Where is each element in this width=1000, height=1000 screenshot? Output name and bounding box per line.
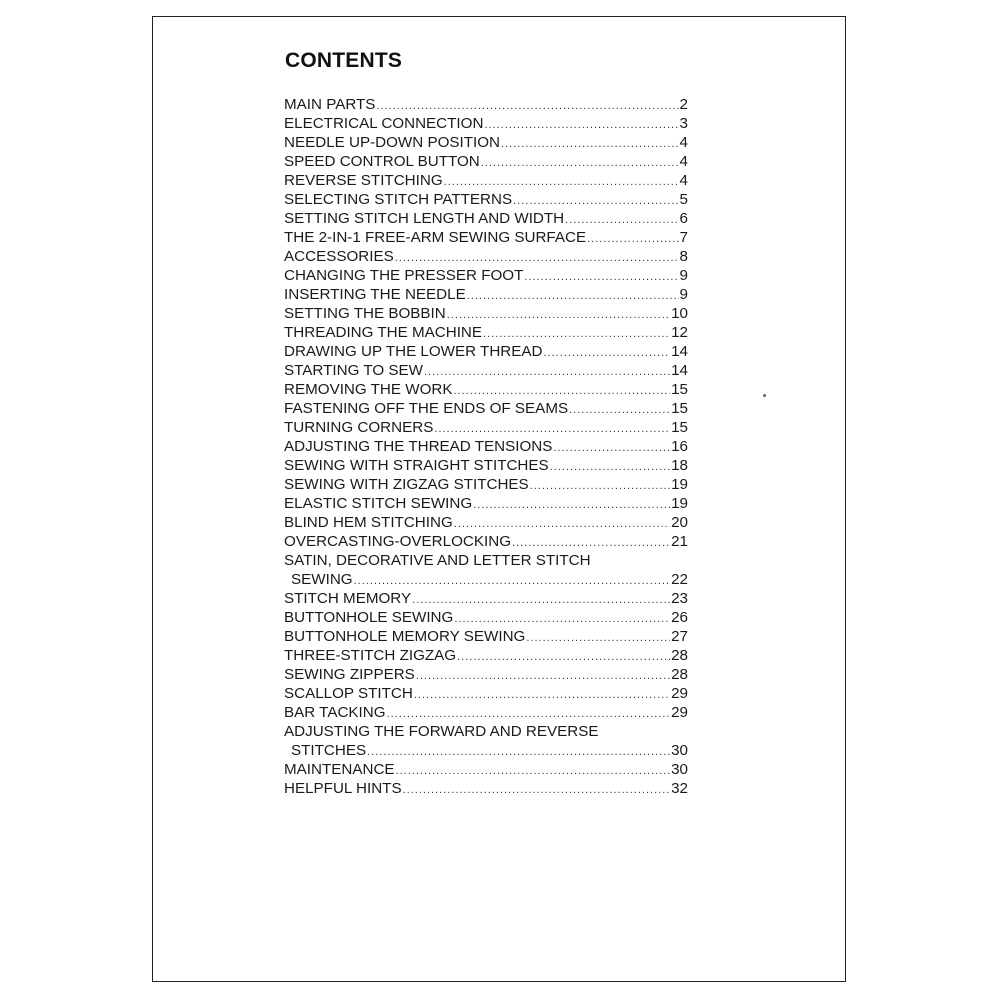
toc-entry <box>284 475 688 494</box>
toc-entry-label: THREADING THE MACHINE <box>284 324 483 341</box>
toc-entry <box>284 304 688 323</box>
dot-leader <box>454 610 670 627</box>
toc-entry <box>284 589 688 608</box>
toc-entry <box>284 380 688 399</box>
dot-leader <box>481 154 679 171</box>
toc-entry <box>284 342 688 361</box>
toc-page-number: 19 <box>671 476 688 493</box>
toc-entry-label: ADJUSTING THE THREAD TENSIONS <box>284 438 553 455</box>
toc-entry <box>284 722 688 741</box>
toc-entry-label: THREE-STITCH ZIGZAG <box>284 647 457 664</box>
dot-leader <box>416 667 670 684</box>
dot-leader <box>424 363 670 380</box>
toc-page-number: 28 <box>671 666 688 683</box>
toc-entry-label: ELECTRICAL CONNECTION <box>284 115 484 132</box>
dot-leader <box>544 344 671 361</box>
dot-leader <box>376 97 678 114</box>
toc-entry-label: STITCH MEMORY <box>284 590 412 607</box>
toc-entry-label: ACCESSORIES <box>284 248 394 265</box>
toc-page-number: 15 <box>671 400 688 417</box>
dot-leader <box>483 325 670 342</box>
toc-entry <box>284 399 688 418</box>
toc-page-number: 4 <box>679 153 688 170</box>
dot-leader <box>354 572 670 589</box>
toc-page-number: 21 <box>671 533 688 550</box>
toc-entry-label: CHANGING THE PRESSER FOOT <box>284 267 524 284</box>
toc-entry-label: INSERTING THE NEEDLE <box>284 286 466 303</box>
dot-leader <box>526 629 670 646</box>
toc-entry-label: SETTING STITCH LENGTH AND WIDTH <box>284 210 565 227</box>
toc-entry <box>284 779 688 798</box>
toc-entry-label: ADJUSTING THE FORWARD AND REVERSE <box>284 723 599 740</box>
toc-page-number: 4 <box>679 172 688 189</box>
dot-leader <box>553 439 670 456</box>
toc-entry <box>284 361 688 380</box>
toc-entry-label: BAR TACKING <box>284 704 386 721</box>
toc-page-number: 20 <box>671 514 688 531</box>
toc-page-number: 6 <box>679 210 688 227</box>
toc-entry <box>284 608 688 627</box>
toc-entry-label: FASTENING OFF THE ENDS OF SEAMS <box>284 400 569 417</box>
toc-entry-label: BLIND HEM STITCHING <box>284 514 453 531</box>
toc-entry-label: THE 2-IN-1 FREE-ARM SEWING SURFACE <box>284 229 587 246</box>
toc-entry <box>284 646 688 665</box>
toc-entry-label: SPEED CONTROL BUTTON <box>284 153 480 170</box>
toc-entry-label: ELASTIC STITCH SEWING <box>284 495 473 512</box>
dot-leader <box>501 135 679 152</box>
toc-page-number: 7 <box>679 229 688 246</box>
dot-leader <box>395 249 679 266</box>
toc-page-number: 9 <box>679 267 688 284</box>
toc-entry-label: REVERSE STITCHING <box>284 172 443 189</box>
toc-entry-label: MAIN PARTS <box>284 96 376 113</box>
toc-entry <box>284 418 688 437</box>
toc-entry <box>284 209 688 228</box>
toc-entry-label: OVERCASTING-OVERLOCKING <box>284 533 512 550</box>
toc-page-number: 12 <box>671 324 688 341</box>
toc-entry-label: SEWING WITH STRAIGHT STITCHES <box>284 457 549 474</box>
toc-page-number: 5 <box>679 191 688 208</box>
dot-leader <box>512 534 670 551</box>
dot-leader <box>530 477 670 494</box>
toc-entry <box>284 456 688 475</box>
toc-page-number: 18 <box>671 457 688 474</box>
toc-entry-label: MAINTENANCE <box>284 761 395 778</box>
toc-page-number: 16 <box>671 438 688 455</box>
toc-entry <box>284 627 688 646</box>
toc-entry-label-continued: SEWING <box>291 571 353 588</box>
toc-page-number: 29 <box>671 704 688 721</box>
scan-speck <box>763 394 766 397</box>
toc-entry <box>284 133 688 152</box>
dot-leader <box>403 781 671 798</box>
toc-page-number: 29 <box>671 685 688 702</box>
toc-entry-label: STARTING TO SEW <box>284 362 423 379</box>
document-page <box>152 16 846 982</box>
toc-entry-label: SELECTING STITCH PATTERNS <box>284 191 513 208</box>
toc-entry <box>284 551 688 570</box>
toc-page-number: 22 <box>671 571 688 588</box>
toc-entry-label: NEEDLE UP-DOWN POSITION <box>284 134 501 151</box>
dot-leader <box>565 211 678 228</box>
toc-entry <box>284 703 688 722</box>
toc-entry-label: SATIN, DECORATIVE AND LETTER STITCH <box>284 552 591 569</box>
toc-entry-label: REMOVING THE WORK <box>284 381 453 398</box>
toc-entry <box>284 513 688 532</box>
toc-entry-continuation <box>284 570 688 589</box>
toc-entry-label: BUTTONHOLE MEMORY SEWING <box>284 628 526 645</box>
dot-leader <box>457 648 670 665</box>
toc-page-number: 19 <box>671 495 688 512</box>
toc-page-number: 2 <box>679 96 688 113</box>
toc-entry <box>284 494 688 513</box>
toc-entry <box>284 437 688 456</box>
toc-page-number: 3 <box>679 115 688 132</box>
toc-page-number: 14 <box>671 343 688 360</box>
dot-leader <box>513 192 678 209</box>
toc-entry-label: SEWING WITH ZIGZAG STITCHES <box>284 476 529 493</box>
toc-entry <box>284 95 688 114</box>
toc-entry <box>284 323 688 342</box>
toc-entry-label-continued: STITCHES <box>291 742 367 759</box>
dot-leader <box>473 496 670 513</box>
toc-entry <box>284 114 688 133</box>
toc-entry <box>284 532 688 551</box>
toc-entry-label: TURNING CORNERS <box>284 419 434 436</box>
dot-leader <box>434 420 670 437</box>
dot-leader <box>367 743 670 760</box>
dot-leader <box>524 268 678 285</box>
page-title: CONTENTS <box>285 49 403 72</box>
toc-entry-label: HELPFUL HINTS <box>284 780 402 797</box>
toc-entry-label: SEWING ZIPPERS <box>284 666 415 683</box>
dot-leader <box>447 306 670 323</box>
toc-page-number: 32 <box>671 780 688 797</box>
dot-leader <box>454 515 670 532</box>
toc-entry <box>284 190 688 209</box>
toc-page-number: 9 <box>679 286 688 303</box>
toc-entry <box>284 247 688 266</box>
toc-page-number: 30 <box>671 742 688 759</box>
dot-leader <box>587 230 678 247</box>
toc-page-number: 30 <box>671 761 688 778</box>
dot-leader <box>414 686 670 703</box>
dot-leader <box>444 173 679 190</box>
toc-page-number: 10 <box>671 305 688 322</box>
dot-leader <box>387 705 671 722</box>
toc-page-number: 23 <box>671 590 688 607</box>
table-of-contents <box>284 95 688 798</box>
toc-entry <box>284 152 688 171</box>
toc-entry <box>284 665 688 684</box>
toc-entry-label: BUTTONHOLE SEWING <box>284 609 454 626</box>
toc-page-number: 8 <box>679 248 688 265</box>
toc-page-number: 26 <box>671 609 688 626</box>
toc-entry <box>284 684 688 703</box>
toc-entry-label: DRAWING UP THE LOWER THREAD <box>284 343 543 360</box>
dot-leader <box>453 382 670 399</box>
toc-entry <box>284 171 688 190</box>
toc-entry-label: SCALLOP STITCH <box>284 685 413 702</box>
toc-page-number: 14 <box>671 362 688 379</box>
toc-entry <box>284 228 688 247</box>
toc-page-number: 15 <box>671 381 688 398</box>
toc-entry <box>284 266 688 285</box>
dot-leader <box>484 116 678 133</box>
dot-leader <box>396 762 671 779</box>
toc-entry <box>284 285 688 304</box>
dot-leader <box>412 591 670 608</box>
toc-page-number: 15 <box>671 419 688 436</box>
dot-leader <box>467 287 679 304</box>
dot-leader <box>550 458 670 475</box>
toc-entry <box>284 760 688 779</box>
toc-entry-label: SETTING THE BOBBIN <box>284 305 446 322</box>
toc-entry-continuation <box>284 741 688 760</box>
toc-page-number: 4 <box>679 134 688 151</box>
toc-page-number: 27 <box>671 628 688 645</box>
toc-page-number: 28 <box>671 647 688 664</box>
dot-leader <box>569 401 670 418</box>
